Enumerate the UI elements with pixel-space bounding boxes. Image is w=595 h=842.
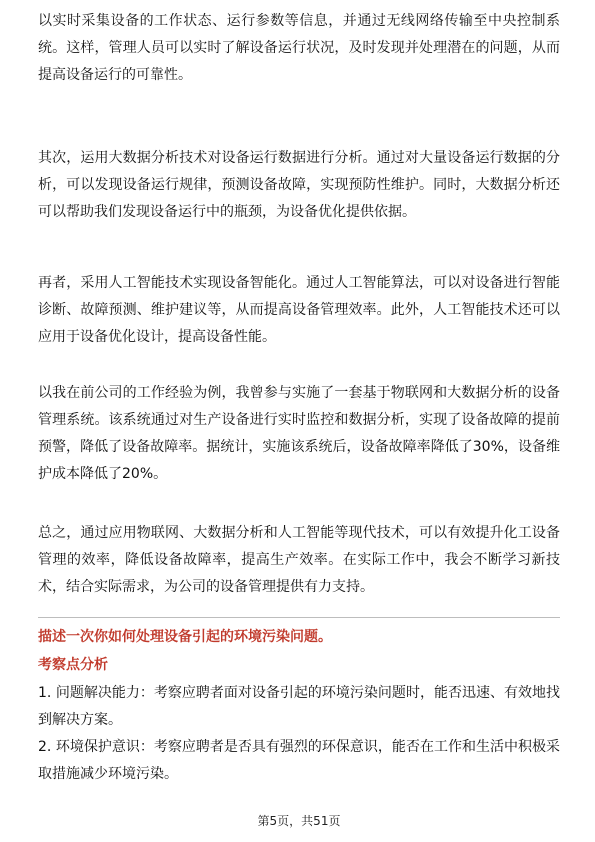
paragraph-iot-monitoring: 以实时采集设备的工作状态、运行参数等信息，并通过无线网络传输至中央控制系统。这样，管理人员可以实时了解设备运行状况，及时发现并处理潜在的问题，从而提高设备运行的可靠性。 [38,13,560,83]
section-divider [38,617,560,618]
analysis-section-title: 考察点分析 [38,657,108,673]
paragraph-ai-intelligence: 再者，采用人工智能技术实现设备智能化。通过人工智能算法，可以对设备进行智能诊断、故障预测、维护建议等，从而提高设备管理效率。此外，人工智能技术还可以应用于设备优化设计，提高设备性能。 [38,275,560,345]
paragraph-work-experience: 以我在前公司的工作经验为例，我曾参与实施了一套基于物联网和大数据分析的设备管理系统。该系统通过对生产设备进行实时监控和数据分析，实现了设备故障的提前预警，降低了设备故障率。据统计，实施该系统后，设备故障率降低了30%，设备维护成本降低了20%。 [38,385,560,482]
paragraph-conclusion: 总之，通过应用物联网、大数据分析和人工智能等现代技术，可以有效提升化工设备管理的效率，降低设备故障率，提高生产效率。在实际工作中，我会不断学习新技术，结合实际需求，为公司的设备管理提供有力支持。 [38,525,560,595]
analysis-point-1: 1. 问题解决能力：考察应聘者面对设备引起的环境污染问题时，能否迅速、有效地找到解决方案。 [38,685,560,728]
paragraph-big-data-analysis: 其次，运用大数据分析技术对设备运行数据进行分析。通过对大量设备运行数据的分析，可以发现设备运行规律，预测设备故障，实现预防性维护。同时，大数据分析还可以帮助我们发现设备运行中的瓶颈，为设备优化提供依据。 [38,150,560,220]
analysis-point-2: 2. 环境保护意识：考察应聘者是否具有强烈的环保意识，能否在工作和生活中积极采取措施减少环境污染。 [38,739,560,782]
page-footer: 第5页，共51页 [257,814,341,828]
document-page [38,0,560,842]
question-title: 描述一次你如何处理设备引起的环境污染问题。 [38,629,332,645]
